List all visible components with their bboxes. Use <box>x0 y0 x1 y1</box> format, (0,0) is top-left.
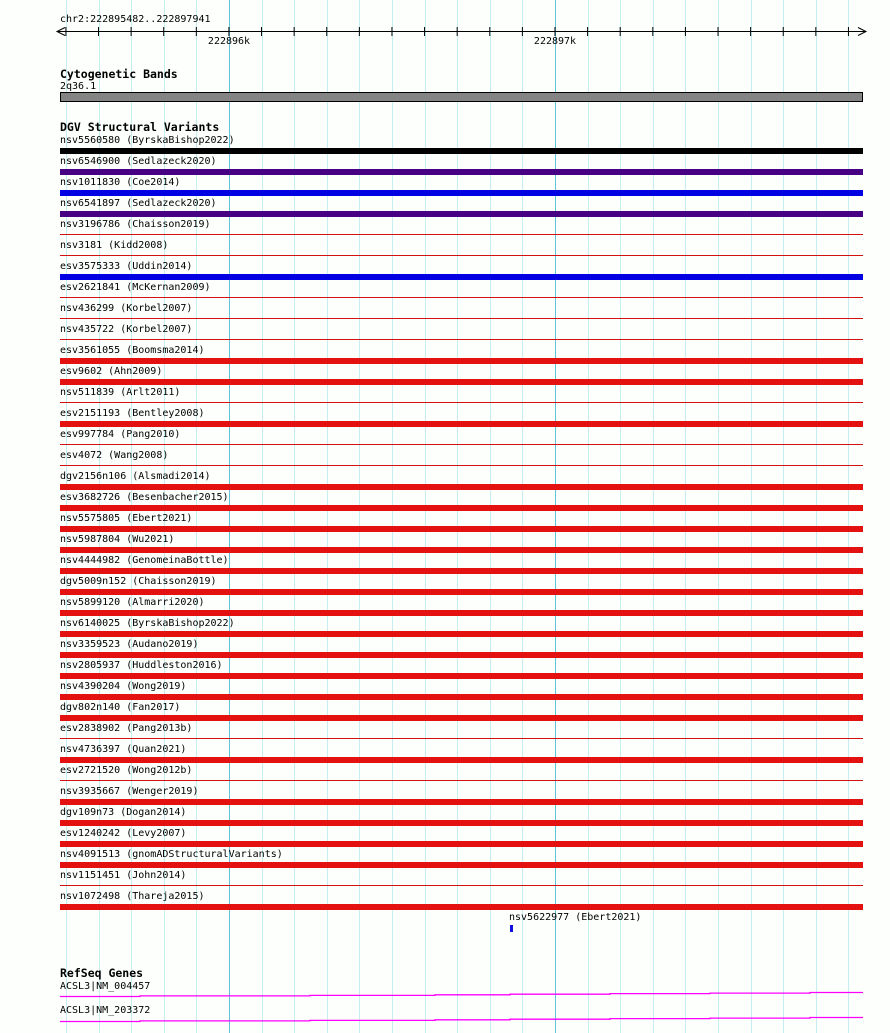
variant-label[interactable]: nsv3359523 (Audano2019) <box>60 639 199 650</box>
grid-line-minor <box>522 0 523 1033</box>
variant-bar[interactable] <box>60 841 863 847</box>
grid-line-minor <box>294 0 295 1033</box>
variant-label[interactable]: esv3575333 (Uddin2014) <box>60 261 193 272</box>
grid-line-major <box>229 0 230 1033</box>
variant-bar[interactable] <box>60 631 863 637</box>
variant-bar[interactable] <box>60 568 863 574</box>
variant-bar[interactable] <box>60 465 863 466</box>
variant-label[interactable]: esv2721520 (Wong2012b) <box>60 765 193 776</box>
variant-label[interactable]: esv1240242 (Levy2007) <box>60 828 187 839</box>
grid-line-minor <box>327 0 328 1033</box>
grid-line-minor <box>685 0 686 1033</box>
variant-label[interactable]: nsv435722 (Korbel2007) <box>60 324 193 335</box>
variant-label[interactable]: nsv4444982 (GenomeinaBottle) <box>60 555 229 566</box>
variant-label[interactable]: nsv436299 (Korbel2007) <box>60 303 193 314</box>
variant-bar[interactable] <box>60 169 863 175</box>
variant-label[interactable]: nsv511839 (Arlt2011) <box>60 387 181 398</box>
ruler-right-arrow-icon <box>858 28 866 36</box>
ruler-left-arrow-icon <box>57 28 65 36</box>
variant-bar[interactable] <box>60 190 863 196</box>
grid-line-major <box>555 0 556 1033</box>
ruler-tick-label: 222897k <box>533 36 577 47</box>
cytogenetic-band-label: 2q36.1 <box>60 81 97 92</box>
coordinate-ruler[interactable] <box>0 0 890 50</box>
variant-label[interactable]: nsv5560580 (ByrskaBishop2022) <box>60 135 235 146</box>
variant-label[interactable]: nsv4390204 (Wong2019) <box>60 681 187 692</box>
gene-model-line[interactable] <box>60 1018 863 1022</box>
variant-label[interactable]: nsv5622977 (Ebert2021) <box>509 912 642 923</box>
variant-bar[interactable] <box>60 484 863 490</box>
variant-bar[interactable] <box>60 547 863 553</box>
grid-line-minor <box>588 0 589 1033</box>
variant-bar[interactable] <box>60 211 863 217</box>
cytogenetic-bands-title: Cytogenetic Bands <box>60 67 178 81</box>
variant-label[interactable]: esv2151193 (Bentley2008) <box>60 408 205 419</box>
gene-label[interactable]: ACSL3|NM_004457 <box>60 981 151 992</box>
variant-bar[interactable] <box>60 358 863 364</box>
variant-label[interactable]: nsv5575805 (Ebert2021) <box>60 513 193 524</box>
variant-label[interactable]: esv997784 (Pang2010) <box>60 429 181 440</box>
variant-label[interactable]: nsv6541897 (Sedlazeck2020) <box>60 198 217 209</box>
variant-label[interactable]: nsv3181 (Kidd2008) <box>60 240 169 251</box>
variant-label[interactable]: esv2621841 (McKernan2009) <box>60 282 211 293</box>
grid-line-minor <box>816 0 817 1033</box>
variant-label[interactable]: nsv6546900 (Sedlazeck2020) <box>60 156 217 167</box>
variant-bar[interactable] <box>510 925 513 932</box>
variant-bar[interactable] <box>60 421 863 427</box>
variant-label[interactable]: nsv4736397 (Quan2021) <box>60 744 187 755</box>
cytogenetic-band-glyph[interactable] <box>60 92 863 102</box>
variant-label[interactable]: esv9602 (Ahn2009) <box>60 366 163 377</box>
variant-label[interactable]: nsv1151451 (John2014) <box>60 870 187 881</box>
variant-label[interactable]: esv3682726 (Besenbacher2015) <box>60 492 229 503</box>
variant-bar[interactable] <box>60 379 863 385</box>
variant-bar[interactable] <box>60 738 863 739</box>
grid-line-minor <box>457 0 458 1033</box>
variant-bar[interactable] <box>60 757 863 763</box>
grid-line-minor <box>196 0 197 1033</box>
variant-label[interactable]: dgv2156n106 (Alsmadi2014) <box>60 471 211 482</box>
grid-line-minor <box>262 0 263 1033</box>
variant-bar[interactable] <box>60 234 863 235</box>
variant-label[interactable]: nsv6140025 (ByrskaBishop2022) <box>60 618 235 629</box>
dgv-track-title: DGV Structural Variants <box>60 120 220 134</box>
variant-label[interactable]: nsv1011830 (Coe2014) <box>60 177 181 188</box>
grid-line-minor <box>490 0 491 1033</box>
grid-line-minor <box>848 0 849 1033</box>
variant-label[interactable]: nsv2805937 (Huddleston2016) <box>60 660 223 671</box>
variant-bar[interactable] <box>60 444 863 445</box>
variant-label[interactable]: nsv5987804 (Wu2021) <box>60 534 175 545</box>
variant-label[interactable]: dgv802n140 (Fan2017) <box>60 702 181 713</box>
variant-bar[interactable] <box>60 297 863 298</box>
variant-bar[interactable] <box>60 318 863 319</box>
variant-bar[interactable] <box>60 610 863 616</box>
grid-line-minor <box>425 0 426 1033</box>
variant-bar[interactable] <box>60 885 863 886</box>
variant-label[interactable]: nsv3935667 (Wenger2019) <box>60 786 199 797</box>
variant-bar[interactable] <box>60 148 863 154</box>
region-coordinates: chr2:222895482..222897941 <box>60 14 211 25</box>
gene-label[interactable]: ACSL3|NM_203372 <box>60 1005 151 1016</box>
variant-label[interactable]: nsv1072498 (Thareja2015) <box>60 891 205 902</box>
variant-label[interactable]: esv4072 (Wang2008) <box>60 450 169 461</box>
variant-bar[interactable] <box>60 255 863 256</box>
grid-line-minor <box>392 0 393 1033</box>
grid-line-minor <box>751 0 752 1033</box>
grid-line-minor <box>359 0 360 1033</box>
variant-bar[interactable] <box>60 274 863 280</box>
variant-bar[interactable] <box>60 339 863 340</box>
variant-label[interactable]: dgv5009n152 (Chaisson2019) <box>60 576 217 587</box>
grid-line-minor <box>653 0 654 1033</box>
variant-bar[interactable] <box>60 715 863 721</box>
variant-bar[interactable] <box>60 780 863 781</box>
variant-label[interactable]: nsv5899120 (Almarri2020) <box>60 597 205 608</box>
ruler-tick-label: 222896k <box>207 36 251 47</box>
variant-label[interactable]: nsv4091513 (gnomADStructuralVariants) <box>60 849 283 860</box>
variant-bar[interactable] <box>60 820 863 826</box>
refseq-track-title: RefSeq Genes <box>60 966 144 980</box>
variant-bar[interactable] <box>60 589 863 595</box>
variant-label[interactable]: esv2838902 (Pang2013b) <box>60 723 193 734</box>
variant-bar[interactable] <box>60 673 863 679</box>
variant-label[interactable]: dgv109n73 (Dogan2014) <box>60 807 187 818</box>
variant-bar[interactable] <box>60 862 863 868</box>
variant-bar[interactable] <box>60 694 863 700</box>
variant-label[interactable]: esv3561055 (Boomsma2014) <box>60 345 205 356</box>
grid-line-minor <box>718 0 719 1033</box>
variant-bar[interactable] <box>60 526 863 532</box>
variant-bar[interactable] <box>60 904 863 910</box>
variant-label[interactable]: nsv3196786 (Chaisson2019) <box>60 219 211 230</box>
grid-line-minor <box>783 0 784 1033</box>
variant-bar[interactable] <box>60 652 863 658</box>
variant-bar[interactable] <box>60 799 863 805</box>
grid-line-minor <box>620 0 621 1033</box>
gene-model-line[interactable] <box>60 993 863 997</box>
variant-bar[interactable] <box>60 402 863 403</box>
variant-bar[interactable] <box>60 505 863 511</box>
